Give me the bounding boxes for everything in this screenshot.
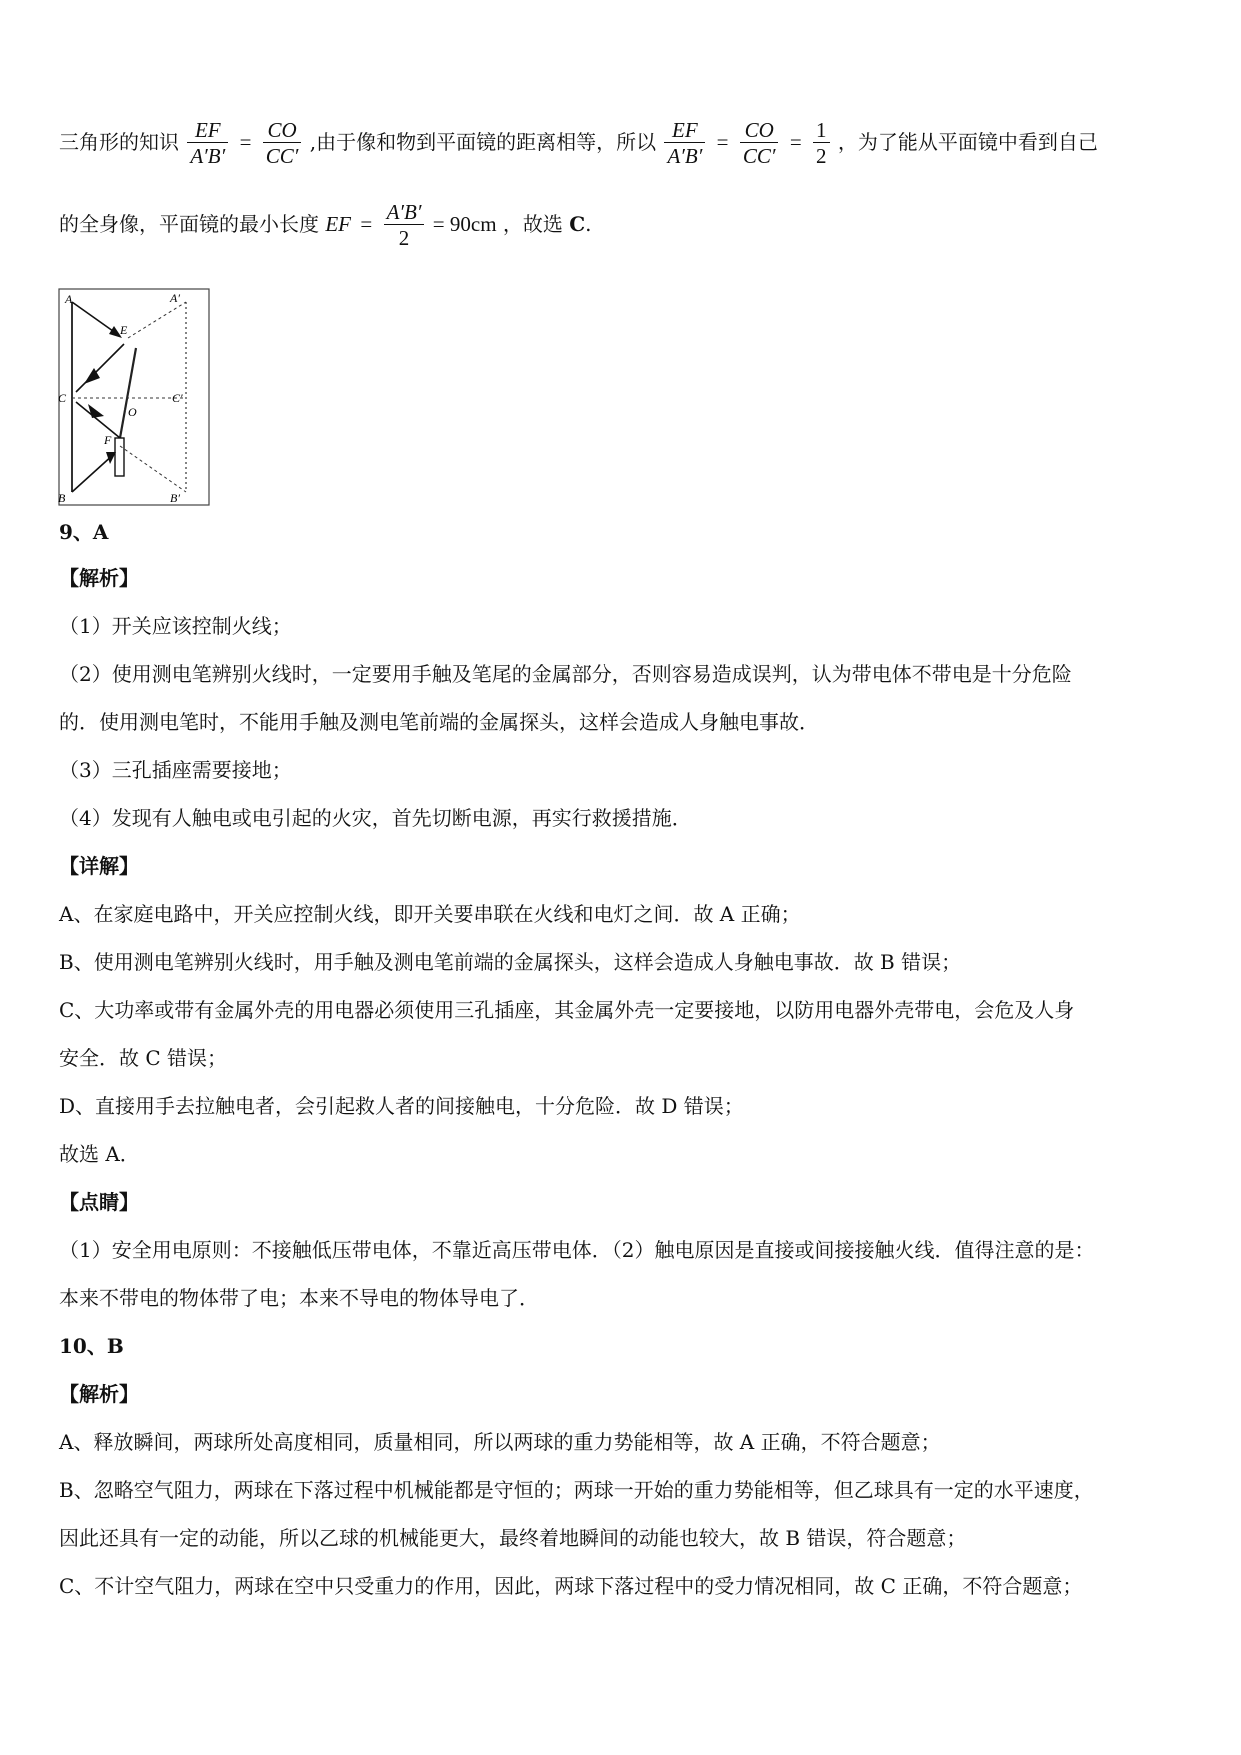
math-rhs: = 90cm	[432, 212, 497, 236]
mirror-block	[115, 438, 124, 476]
arrow-c-f	[88, 404, 104, 418]
fraction-ab-2: $\frac{A'B'}{2}$	[384, 200, 425, 251]
label-c: C	[58, 391, 67, 405]
q9-detail-heading: 【详解】	[59, 854, 139, 878]
q10-line-3: 因此还具有一定的动能，所以乙球的机械能更大，最终着地瞬间的动能也较大，故 B 错误，符合题意；	[59, 1526, 967, 1550]
fraction-ef-ab: $\frac{EF}{A'B'}$	[187, 118, 228, 169]
ray-b-f	[72, 454, 114, 492]
q9-analysis-3: 的．使用测电笔时，不能用手触及测电笔前端的金属探头，这样会造成人身触电事故．	[59, 710, 819, 734]
q9-comment-1: （1）安全用电原则：不接触低压带电体，不靠近高压带电体．（2）触电原因是直接或间接接触火线．值得注意的是：	[59, 1238, 1095, 1262]
q10-line-2: B、忽略空气阻力，两球在下落过程中机械能都是守恒的；两球一开始的重力势能相等，但乙球具有一定的水平速度，	[59, 1478, 1094, 1502]
fraction-co-cc: $\frac{CO}{CC'}$	[263, 118, 302, 169]
answer-letter: C	[569, 212, 586, 236]
q9-comment-2: 本来不带电的物体带了电；本来不导电的物体导电了．	[59, 1286, 539, 1310]
label-c-prime: C′	[172, 391, 183, 405]
plane-mirror-diagram	[58, 288, 210, 506]
q9-analysis-5: （4）发现有人触电或电引起的火灾，首先切断电源，再实行救援措施．	[59, 806, 692, 830]
text-segment: 的全身像，平面镜的最小长度	[59, 212, 319, 236]
q9-detail-2: B、使用测电笔辨别火线时，用手触及测电笔前端的金属探头，这样会造成人身触电事故．故 B 错误；	[59, 950, 962, 974]
label-a: A	[65, 292, 73, 306]
ray-c-f	[76, 402, 120, 438]
q9-detail-5: D、直接用手去拉触电者，会引起救人者的间接触电，十分危险．故 D 错误；	[59, 1094, 744, 1118]
label-b-prime: B′	[170, 491, 180, 505]
dashed-ea	[128, 302, 186, 338]
fraction-ef-ab-2: $\frac{EF}{A'B'}$	[664, 118, 705, 169]
paragraph-line-1: 三角形的知识 $\frac{EF}{A'B'}$ = $\frac{CO}{CC'}$ ,由于像和物到平面镜的距离相等，所以 $\frac{EF}{A'B'}$ = $\frac{CO}{CC'}$ = $\frac{1}{2}$ ，为了能从平面镜中看到自己	[59, 118, 1098, 168]
q9-detail-3: C、大功率或带有金属外壳的用电器必须使用三孔插座，其金属外壳一定要接地，以防用电器外壳带电，会危及人身	[59, 998, 1075, 1022]
math-lhs: EF	[325, 212, 352, 236]
text-segment: ，故选	[502, 212, 570, 236]
dashed-fb	[120, 446, 186, 492]
q9-analysis-1: （1）开关应该控制火线；	[59, 614, 292, 638]
ray-e-c	[76, 344, 124, 392]
label-a-prime: A′	[170, 291, 180, 305]
q9-analysis-2: （2）使用测电笔辨别火线时，一定要用手触及笔尾的金属部分，否则容易造成误判，认为带电体不带电是十分危险	[59, 662, 1072, 686]
label-b: B	[58, 491, 66, 505]
label-o: O	[128, 405, 137, 419]
q10-line-1: A、释放瞬间，两球所处高度相同，质量相同，所以两球的重力势能相等，故 A 正确，不符合题意；	[59, 1430, 941, 1454]
text-segment: 三角形的知识	[59, 130, 179, 154]
mirror-lower	[120, 410, 125, 438]
mirror-upper	[125, 348, 136, 410]
text-segment: ，为了能从平面镜中看到自己	[837, 130, 1098, 154]
q9-analysis-heading: 【解析】	[59, 566, 139, 590]
fraction-co-cc-2: $\frac{CO}{CC'}$	[740, 118, 779, 169]
q9-detail-6: 故选 A．	[59, 1142, 140, 1166]
q10-heading: 10、B	[59, 1334, 124, 1358]
q10-analysis-heading: 【解析】	[59, 1382, 139, 1406]
q9-comment-heading: 【点睛】	[59, 1190, 139, 1214]
label-e: E	[120, 323, 128, 337]
q9-detail-1: A、在家庭电路中，开关应控制火线，即开关要串联在火线和电灯之间．故 A 正确；	[59, 902, 801, 926]
q9-detail-4: 安全．故 C 错误；	[59, 1046, 228, 1070]
q9-heading: 9、A	[59, 520, 109, 544]
paragraph-line-2: 的全身像，平面镜的最小长度 EF = $\frac{A'B'}{2}$ = 90cm ，故选 C.	[59, 200, 592, 250]
fraction-one-half: $\frac{1}{2}$	[813, 118, 830, 169]
q10-line-4: C、不计空气阻力，两球在空中只受重力的作用，因此，两球下落过程中的受力情况相同，故 C 正确，不符合题意；	[59, 1574, 1083, 1598]
q9-analysis-4: （3）三孔插座需要接地；	[59, 758, 292, 782]
text-segment: ,由于像和物到平面镜的距离相等，所以	[309, 130, 657, 154]
label-f: F	[104, 433, 112, 447]
